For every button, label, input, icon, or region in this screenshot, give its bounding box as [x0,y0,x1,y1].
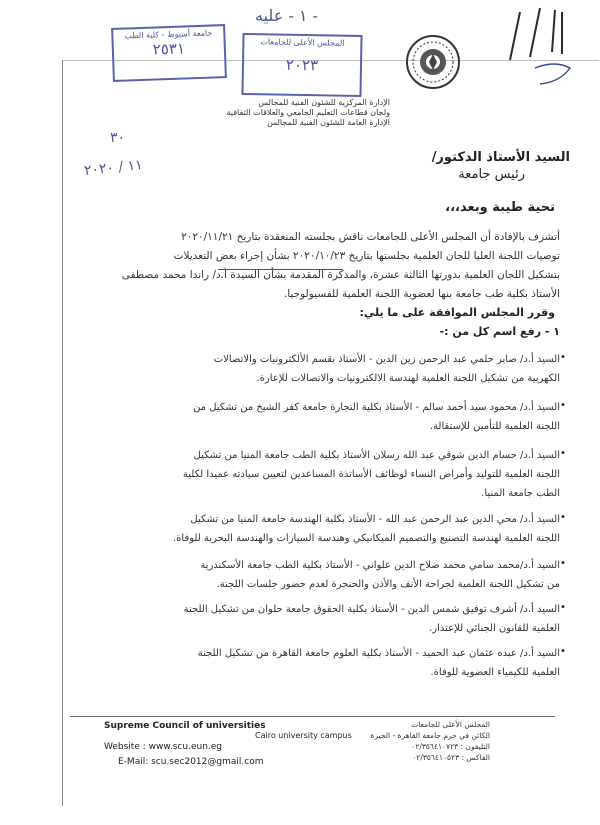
footer-campus: Cairo university campus [255,731,352,740]
body-line-1: أتشرف بالإفادة أن المجلس الأعلى للجامعات ناقش بجلسته المنعقدة بتاريخ ٢٠٢٠/١١/٢١ [181,231,560,243]
footer-org-english: Supreme Council of universities [104,721,266,731]
council-stamp-header: المجلس الأعلى للجامعات [260,37,345,48]
council-logo [405,34,461,90]
item-5-line-1: السيد أ.د/محمد سامي محمد صلاح الدين علواني - الأستاذ بكلية الطب جامعة الأسكندرية [200,560,560,571]
bullet-4: • [560,512,566,523]
letterhead-line-2: ولجان قطاعات التعليم الجامعي والعلاقات الثقافية [226,108,390,117]
item-3-line-1: السيد أ.د/ حسام الدين شوقي عبد الله رسلان الأستاذ بكلية الطب جامعة المنيا من تشكيل [193,450,560,461]
bullet-6: • [560,602,566,613]
list-item [75,350,560,388]
recipient-position: رئيس جامعة [458,167,525,182]
council-outgoing-stamp [241,33,362,97]
body-paragraph [75,228,560,304]
item-4-line-2: اللجنة العلمية لهندسة التصنيع والتصميم الميكانيكي وهندسة السيارات والهندسة البحرية للوفاة. [172,533,560,544]
footer-fax: الفاكس : ٠٢/٣٥٦٤١٠٥٢٣ [412,753,490,762]
faculty-received-stamp [111,24,227,82]
letterhead-line-1: الإدارة المركزية للشئون الفنية للمجالس [258,98,390,107]
bullet-7: • [560,646,566,657]
faculty-stamp-number: ٢٥٣١ [152,39,186,59]
decision-intro: وقرر المجلس الموافقة على ما يلي: [359,306,555,319]
bullet-3: • [560,448,566,459]
footer-phone: التليفون : ٠٢/٣٥٦٤١٠٧٢٣ [411,742,490,751]
bullet-5: • [560,558,566,569]
footer-divider [70,716,555,717]
item-1-line-2: الكهربية من تشكيل اللجنة العلمية لهندسة الالكترونيات والاتصالات للإعارة. [256,373,560,384]
list-item [75,398,560,436]
item-3-line-2: اللجنة العلمية للتوليد وأمراض النساء لوظائف الأساتذة المساعدين لتعيين سيادته عميدا لكلية [182,469,560,480]
list-item [75,446,560,503]
list-item [75,556,560,594]
item-7-line-1: السيد أ.د/ عبده عثمان عبد الحميد - الأستاذ بكلية العلوم جامعة القاهرة من تشكيل اللجنة [197,648,560,659]
bullet-1: • [560,352,566,363]
list-item [75,510,560,548]
footer-address: الكائن في حرم جامعة القاهرة - الجيزة [370,731,490,740]
item-2-line-2: اللجنة العلمية للتأمين للإستقالة. [429,421,560,432]
faculty-stamp-header: جامعة أسيوط - كلية الطب [124,28,213,41]
footer-org-arabic: المجلس الأعلى للجامعات [411,720,490,729]
item-4-line-1: السيد أ.د/ محي الدين عبد الرحمن عبد الله - الأستاذ بكلية الهندسة جامعة المنيا من تشكيل [190,514,560,525]
margin-handwritten-code: ٣٠ [110,130,126,146]
body-line-4: الأستاذ بكلية طب جامعة بنها لعضوية اللجنة العلمية للفسيولوجيا. [283,288,560,300]
letterhead [170,98,390,128]
bullet-2: • [560,400,566,411]
item-5-line-2: من تشكيل اللجنة العلمية لجراحة الأنف والأذن والحنجرة لعدم حضور جلسات اللجنة. [216,579,560,590]
handwritten-folio-number [500,2,595,92]
recipient-title: السيد الأستاذ الدكتور/ [431,150,570,165]
item-2-line-1: السيد أ.د/ محمود سيد أحمد سالم - الأستاذ بكلية التجارة جامعة كفر الشيخ من تشكيل من [193,402,560,413]
footer-email: E-Mail: scu.sec2012@gmail.com [118,757,264,767]
body-line-3: بتشكيل اللجان العلمية بدورتها الثالثة عشرة، والمذكرة المقدمة بشأن السيدة أ.د/ راندا محمد مصطفى [121,269,560,281]
body-line-2: توصيات اللجنة العليا للجان العلمية بجلستها بتاريخ ٢٠٢٠/١٠/٢٣ بشأن إجراء بعض التعديلات [173,250,560,262]
footer-website: Website : www.scu.eun.eg [104,742,223,752]
letterhead-line-3: الإدارة العامة للشئون الفنية للمجالس [267,118,390,127]
item-3-line-3: الطب جامعة المنيا. [481,488,560,499]
footer-contact-arabic [360,719,490,763]
clause-1-heading: ١ - رفع اسم كل من :- [439,325,560,338]
list-item [75,644,560,682]
item-7-line-2: العلمية للكيمياء العضوية للوفاة. [430,667,560,678]
item-1-line-1: السيد أ.د/ صابر حلمي عبد الرحمن زين الدين - الأستاذ بقسم الألكترونيات والاتصالات [213,354,560,365]
list-item [75,600,560,638]
handwritten-underline [218,269,343,270]
top-handwritten-note: - ١ - عليه [255,6,318,25]
council-stamp-number: ٢٠٢٣ [285,55,319,75]
margin-handwritten-date: ١١ / ٢٠٢٠ [83,156,144,180]
item-6-line-1: السيد أ.د/ أشرف توفيق شمس الدين - الأستاذ بكلية الحقوق جامعة حلوان من تشكيل اللجنة [183,604,560,615]
item-6-line-2: العلمية للقانون الجنائي للإعتذار. [429,623,560,634]
greeting: تحية طيبة وبعد،،، [445,200,555,215]
